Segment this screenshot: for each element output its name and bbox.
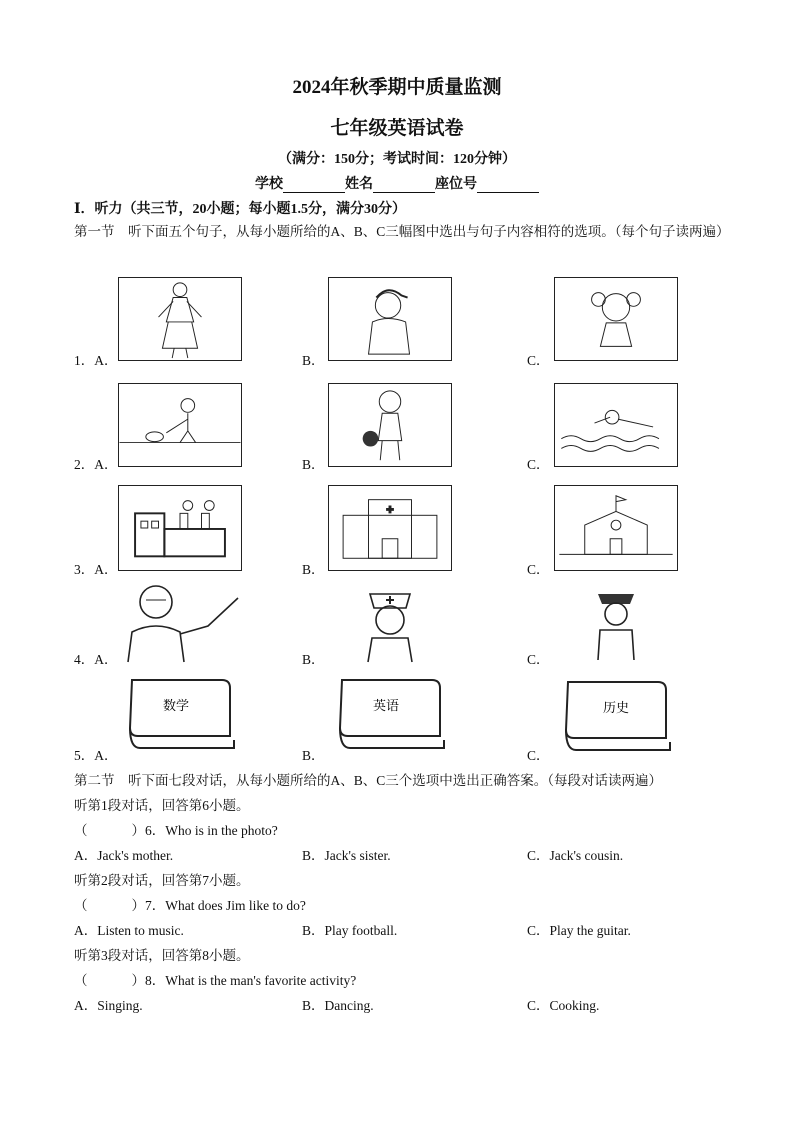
q7-option-c[interactable]: C．Play the guitar.	[527, 923, 631, 938]
q2-option-a-walking-dog-image[interactable]	[118, 383, 242, 467]
q6-paren-open: （	[74, 823, 88, 838]
q8-option-c[interactable]: C．Cooking.	[527, 998, 600, 1013]
q1-option-c-girl-image[interactable]	[554, 277, 678, 361]
name-label: 姓名	[345, 177, 373, 192]
dialog2-intro: 听第2段对话，回答第7小题。	[74, 873, 250, 888]
q7-question	[74, 894, 306, 918]
q4-c-label: C．	[527, 652, 550, 667]
q2-option-c-swimming-image[interactable]	[554, 383, 678, 467]
name-blank[interactable]	[373, 178, 435, 193]
student-info-line	[0, 173, 794, 193]
q2-option-b-basketball-image[interactable]	[328, 383, 452, 467]
q8-question	[74, 969, 356, 993]
q3-option-c-school-image[interactable]	[554, 485, 678, 571]
q7-text: 7．What does Jim like to do?	[145, 898, 306, 913]
q6-option-c[interactable]: C．Jack's cousin.	[527, 848, 624, 863]
q5-c-label: C．	[527, 748, 550, 763]
q3-c-label: C．	[527, 562, 550, 577]
q5-option-b-english-book-image[interactable]	[328, 672, 452, 754]
exam-title: 2024年秋季期中质量监测	[292, 77, 502, 98]
q6-option-a[interactable]: A．Jack's mother.	[74, 848, 174, 863]
seat-blank[interactable]	[477, 178, 539, 193]
q6-option-b[interactable]: B．Jack's sister.	[302, 848, 391, 863]
book-c-title: 历史	[602, 701, 630, 716]
book-b-title: 英语	[372, 699, 400, 714]
q3-label: 3．A．	[74, 562, 118, 577]
q4-option-a-teacher-image[interactable]	[118, 580, 242, 664]
section1-instruction: 第一节 听下面五个句子，从每小题所给的A、B、C三幅图中选出与句子内容相符的选项。（每个句子读两遍）	[74, 224, 730, 239]
q6-paren-close: ）	[131, 823, 145, 838]
school-blank[interactable]	[283, 178, 345, 193]
q5-option-a-math-book-image[interactable]	[118, 672, 242, 754]
q8-option-a[interactable]: A．Singing.	[74, 998, 143, 1013]
exam-subtitle: 七年级英语试卷	[330, 118, 464, 139]
school-label: 学校	[255, 177, 283, 192]
q1-label: 1．A．	[74, 353, 118, 368]
dialog3-intro: 听第3段对话，回答第8小题。	[74, 948, 250, 963]
q2-b-label: B．	[302, 457, 325, 472]
seat-label: 座位号	[435, 177, 477, 192]
q5-label: 5．A．	[74, 748, 118, 763]
q5-option-c-history-book-image[interactable]	[554, 674, 678, 756]
book-a-title: 数学	[162, 699, 190, 714]
q2-label: 2．A．	[74, 457, 118, 472]
q8-paren-open: （	[74, 973, 88, 988]
q5-b-label: B．	[302, 748, 325, 763]
q1-option-a-woman-image[interactable]	[118, 277, 242, 361]
dialog1-intro: 听第1段对话，回答第6小题。	[74, 798, 250, 813]
q3-b-label: B．	[302, 562, 325, 577]
q3-option-a-factory-image[interactable]	[118, 485, 242, 571]
q6-question	[74, 819, 278, 843]
q4-option-c-police-image[interactable]	[554, 580, 678, 664]
q1-option-b-boy-image[interactable]	[328, 277, 452, 361]
q7-paren-open: （	[74, 898, 88, 913]
q1-b-label: B．	[302, 353, 325, 368]
q8-text: 8．What is the man's favorite activity?	[145, 973, 357, 988]
q8-paren-close: ）	[131, 973, 145, 988]
exam-meta: （满分：150分；考试时间：120分钟）	[278, 152, 516, 167]
q1-c-label: C．	[527, 353, 550, 368]
q8-option-b[interactable]: B．Dancing.	[302, 998, 374, 1013]
part1-title: Ⅰ．听力（共三节，20小题；每小题1.5分，满分30分）	[74, 202, 407, 217]
q6-text: 6．Who is in the photo?	[145, 823, 278, 838]
q7-option-b[interactable]: B．Play football.	[302, 923, 398, 938]
q4-option-b-nurse-image[interactable]	[328, 580, 452, 664]
q4-b-label: B．	[302, 652, 325, 667]
q7-paren-close: ）	[131, 898, 145, 913]
q4-label: 4．A．	[74, 652, 118, 667]
q7-option-a[interactable]: A．Listen to music.	[74, 923, 184, 938]
section2-instruction: 第二节 听下面七段对话，从每小题所给的A、B、C三个选项中选出正确答案。（每段对话读两遍）	[74, 773, 663, 788]
q2-c-label: C．	[527, 457, 550, 472]
q3-option-b-hospital-image[interactable]	[328, 485, 452, 571]
